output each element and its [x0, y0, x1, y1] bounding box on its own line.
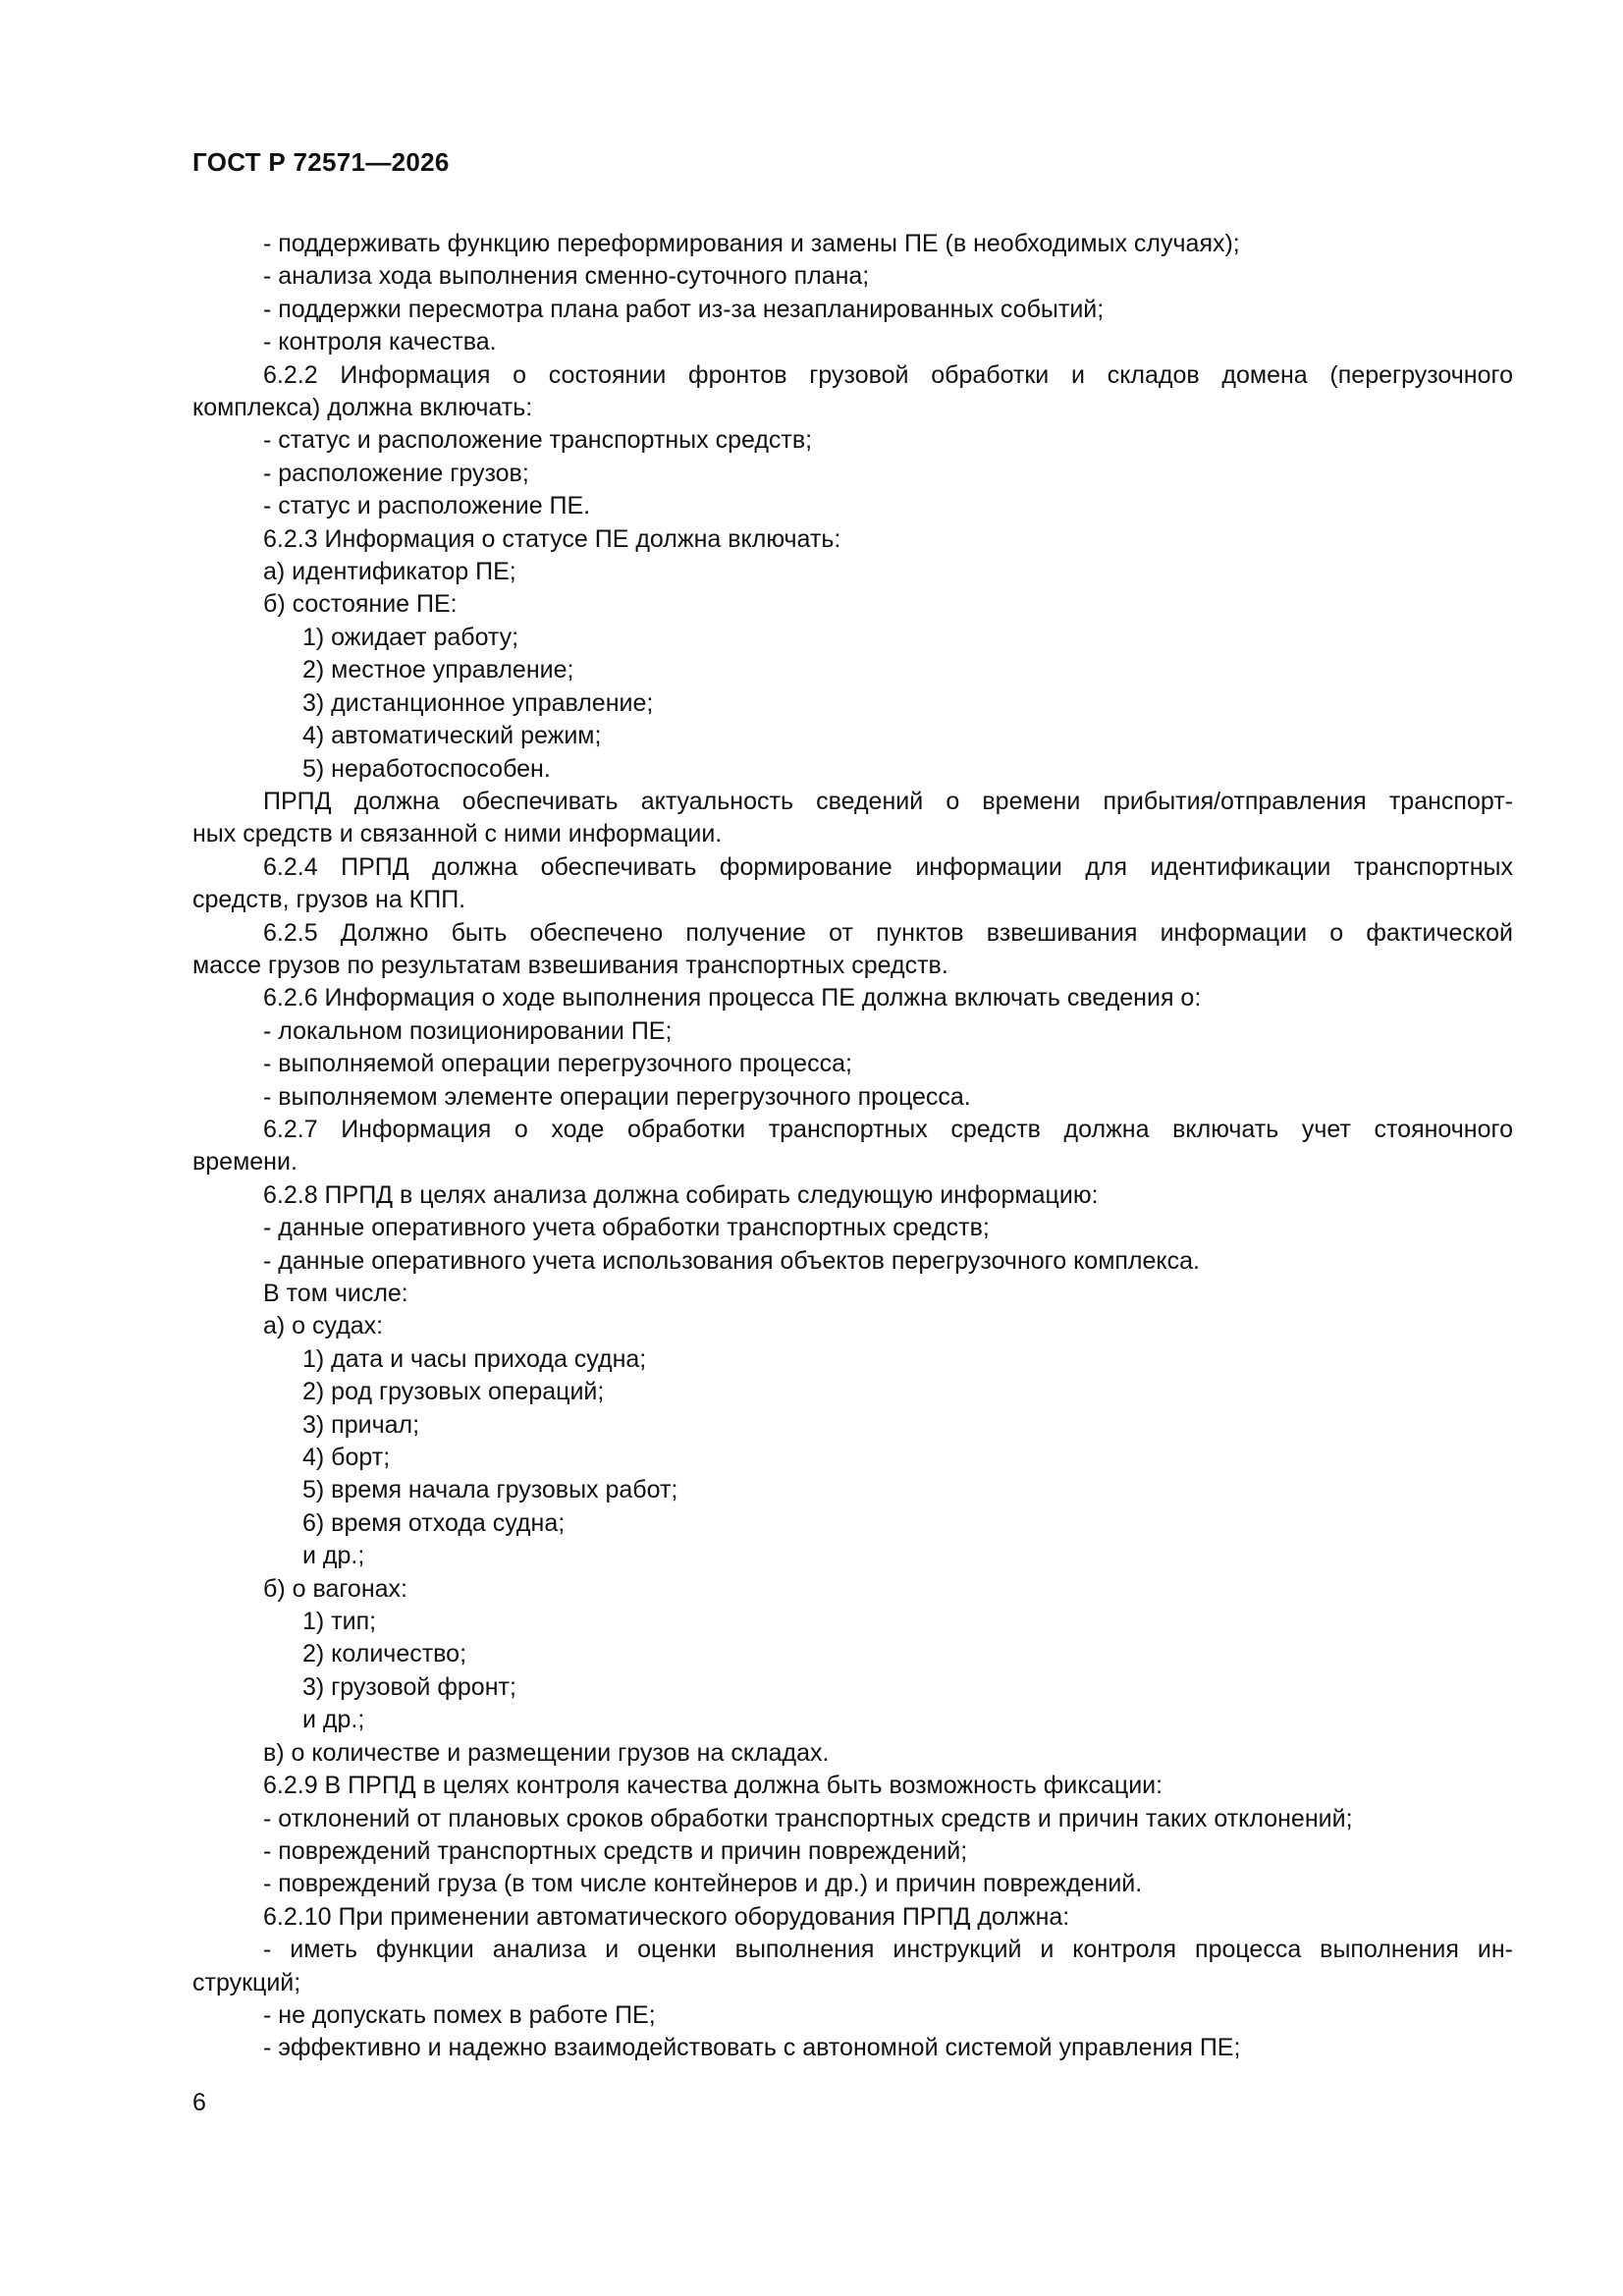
text-line: 6.2.10 При применении автоматического оборудования ПРПД должна:: [263, 1902, 1070, 1931]
text-line: струкций;: [192, 1968, 301, 1996]
text-line: а) о судах:: [263, 1312, 384, 1340]
text-line: - поддерживать функцию переформирования и замены ПЕ (в необходимых случаях);: [263, 230, 1240, 257]
text-line: времени.: [192, 1148, 298, 1176]
text-line: - данные оперативного учета обработки транспортных средств;: [263, 1214, 990, 1242]
text-line: - контроля качества.: [263, 328, 497, 356]
text-line: массе грузов по результатам взвешивания транспортных средств.: [192, 951, 948, 979]
text-line: 1) дата и часы прихода судна;: [302, 1344, 647, 1373]
text-line: средств, грузов на КПП.: [192, 886, 466, 914]
text-line: 1) ожидает работу;: [302, 623, 519, 651]
text-line: а) идентификатор ПЕ;: [263, 558, 516, 586]
text-line: - эффективно и надежно взаимодействовать с автономной системой управления ПЕ;: [263, 2034, 1241, 2062]
text-line: - данные оперативного учета использования объектов перегрузочного комплекса.: [263, 1246, 1200, 1275]
text-line: - статус и расположение ПЕ.: [263, 492, 591, 520]
text-line: - выполняемой операции перегрузочного процесса;: [263, 1050, 852, 1078]
text-line: - выполняемом элементе операции перегрузочного процесса.: [263, 1082, 971, 1111]
text-line: - повреждений транспортных средств и причин повреждений;: [263, 1836, 968, 1865]
text-line: 6.2.3 Информация о статусе ПЕ должна включать:: [263, 524, 841, 553]
text-line: б) состояние ПЕ:: [263, 590, 458, 619]
text-line: - не допускать помех в работе ПЕ;: [263, 2000, 656, 2029]
text-line: 6.2.9 В ПРПД в целях контроля качества должна быть возможность фиксации:: [263, 1772, 1163, 1800]
text-line: В том числе:: [263, 1280, 408, 1307]
text-line: 1) тип;: [302, 1608, 377, 1636]
text-line: 4) борт;: [302, 1444, 391, 1472]
text-line: и др.;: [302, 1542, 365, 1570]
text-line: 2) местное управление;: [302, 656, 574, 684]
text-line: 2) род грузовых операций;: [302, 1378, 605, 1406]
text-line: 3) причал;: [302, 1410, 420, 1439]
document-header: ГОСТ Р 72571—2026: [192, 147, 450, 177]
text-line: 4) автоматический режим;: [302, 722, 602, 750]
text-line: ных средств и связанной с ними информации.: [192, 820, 723, 848]
text-line: 6.2.4 ПРПД должна обеспечивать формирование информации для идентификации транспортных: [263, 852, 1513, 881]
text-line: 5) неработоспособен.: [302, 754, 551, 783]
text-line: 3) грузовой фронт;: [302, 1672, 516, 1701]
text-line: 6.2.7 Информация о ходе обработки транспортных средств должна включать учет стояночного: [263, 1115, 1513, 1143]
text-line: - иметь функции анализа и оценки выполнения инструкций и контроля процесса выполнения ин-: [263, 1936, 1513, 1964]
text-line: 2) количество;: [302, 1640, 467, 1668]
text-line: 6) время отхода судна;: [302, 1508, 566, 1537]
text-line: комплекса) должна включать:: [192, 394, 533, 422]
document-body: [192, 228, 1513, 2065]
text-line: 3) дистанционное управление;: [302, 688, 654, 717]
text-line: 5) время начала грузовых работ;: [302, 1476, 678, 1504]
text-line: - повреждений груза (в том числе контейнеров и др.) и причин повреждений.: [263, 1870, 1143, 1898]
text-line: в) о количестве и размещении грузов на складах.: [263, 1738, 830, 1767]
text-line: - анализа хода выполнения сменно-суточного плана;: [263, 262, 870, 291]
text-line: 6.2.8 ПРПД в целях анализа должна собирать следующую информацию:: [263, 1180, 1099, 1209]
text-line: ПРПД должна обеспечивать актуальность сведений о времени прибытия/отправления транспорт-: [263, 787, 1513, 815]
text-line: б) о вагонах:: [263, 1574, 407, 1603]
text-line: 6.2.6 Информация о ходе выполнения процесса ПЕ должна включать сведения о:: [263, 984, 1202, 1012]
page-number: 6: [192, 2089, 206, 2116]
text-line: - поддержки пересмотра плана работ из-за незапланированных событий;: [263, 295, 1105, 323]
text-line: 6.2.5 Должно быть обеспечено получение от пунктов взвешивания информации о фактической: [263, 918, 1513, 947]
text-line: - расположение грузов;: [263, 459, 529, 487]
text-line: и др.;: [302, 1706, 365, 1734]
text-line: - локальном позиционировании ПЕ;: [263, 1016, 673, 1045]
text-line: - отклонений от плановых сроков обработки транспортных средств и причин таких отклонений;: [263, 1804, 1353, 1832]
text-line: - статус и расположение транспортных средств;: [263, 426, 813, 455]
text-line: 6.2.2 Информация о состоянии фронтов грузовой обработки и складов домена (перегрузочного: [263, 360, 1513, 389]
